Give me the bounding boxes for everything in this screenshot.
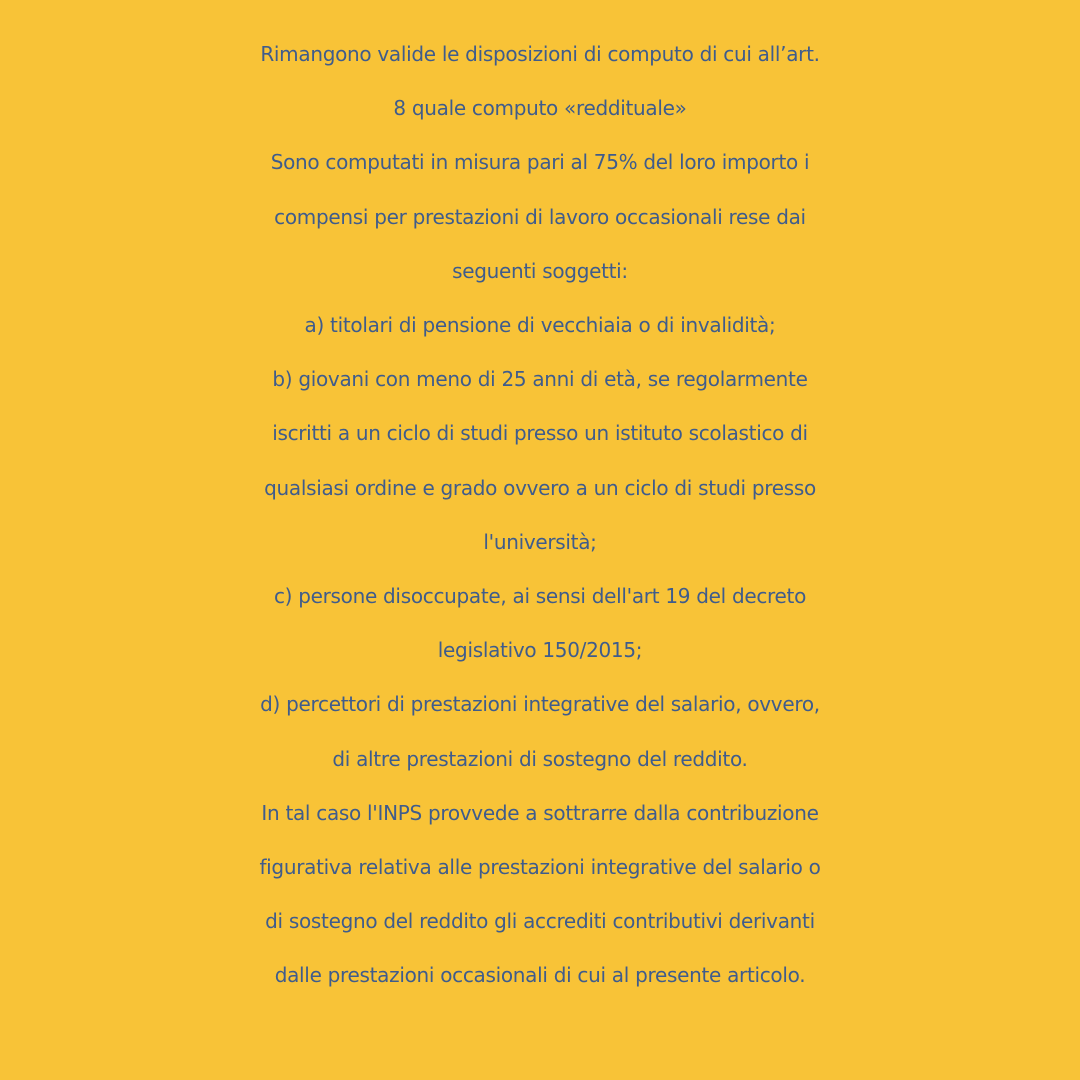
- closing-line-3: di sostegno del reddito gli accrediti contributivi derivanti: [265, 909, 815, 934]
- list-item-a: a) titolari di pensione di vecchiaia o di invalidità;: [304, 313, 776, 338]
- list-item-b-line-4: l'università;: [483, 529, 597, 554]
- text-line-5: seguenti soggetti:: [452, 258, 628, 283]
- text-line-4: compensi per prestazioni di lavoro occasionali rese dai: [274, 204, 806, 229]
- list-item-b-line-3: qualsiasi ordine e grado ovvero a un ciclo di studi presso: [264, 475, 816, 500]
- closing-line-4: dalle prestazioni occasionali di cui al presente articolo.: [274, 963, 806, 988]
- list-item-c-line-2: legislativo 150/2015;: [437, 638, 643, 663]
- text-line-1: Rimangono valide le disposizioni di computo di cui all’art.: [260, 42, 820, 66]
- list-item-b-line-2: iscritti a un ciclo di studi presso un istituto scolastico di: [272, 421, 808, 446]
- list-item-b-line-1: b) giovani con meno di 25 anni di età, se regolarmente: [272, 367, 808, 392]
- text-line-3: Sono computati in misura pari al 75% del loro importo i: [270, 150, 810, 175]
- body-text: [0, 27, 1080, 1003]
- text-line-2: 8 quale computo «reddituale»: [393, 96, 687, 121]
- list-item-d-line-1: d) percettori di prestazioni integrative del salario, ovvero,: [260, 692, 820, 717]
- list-item-c-line-1: c) persone disoccupate, ai sensi dell'art 19 del decreto: [273, 584, 807, 609]
- list-item-d-line-2: di altre prestazioni di sostegno del reddito.: [332, 746, 748, 771]
- closing-line-2: figurativa relativa alle prestazioni integrative del salario o: [259, 855, 821, 880]
- closing-line-1: In tal caso l'INPS provvede a sottrarre dalla contribuzione: [261, 800, 819, 825]
